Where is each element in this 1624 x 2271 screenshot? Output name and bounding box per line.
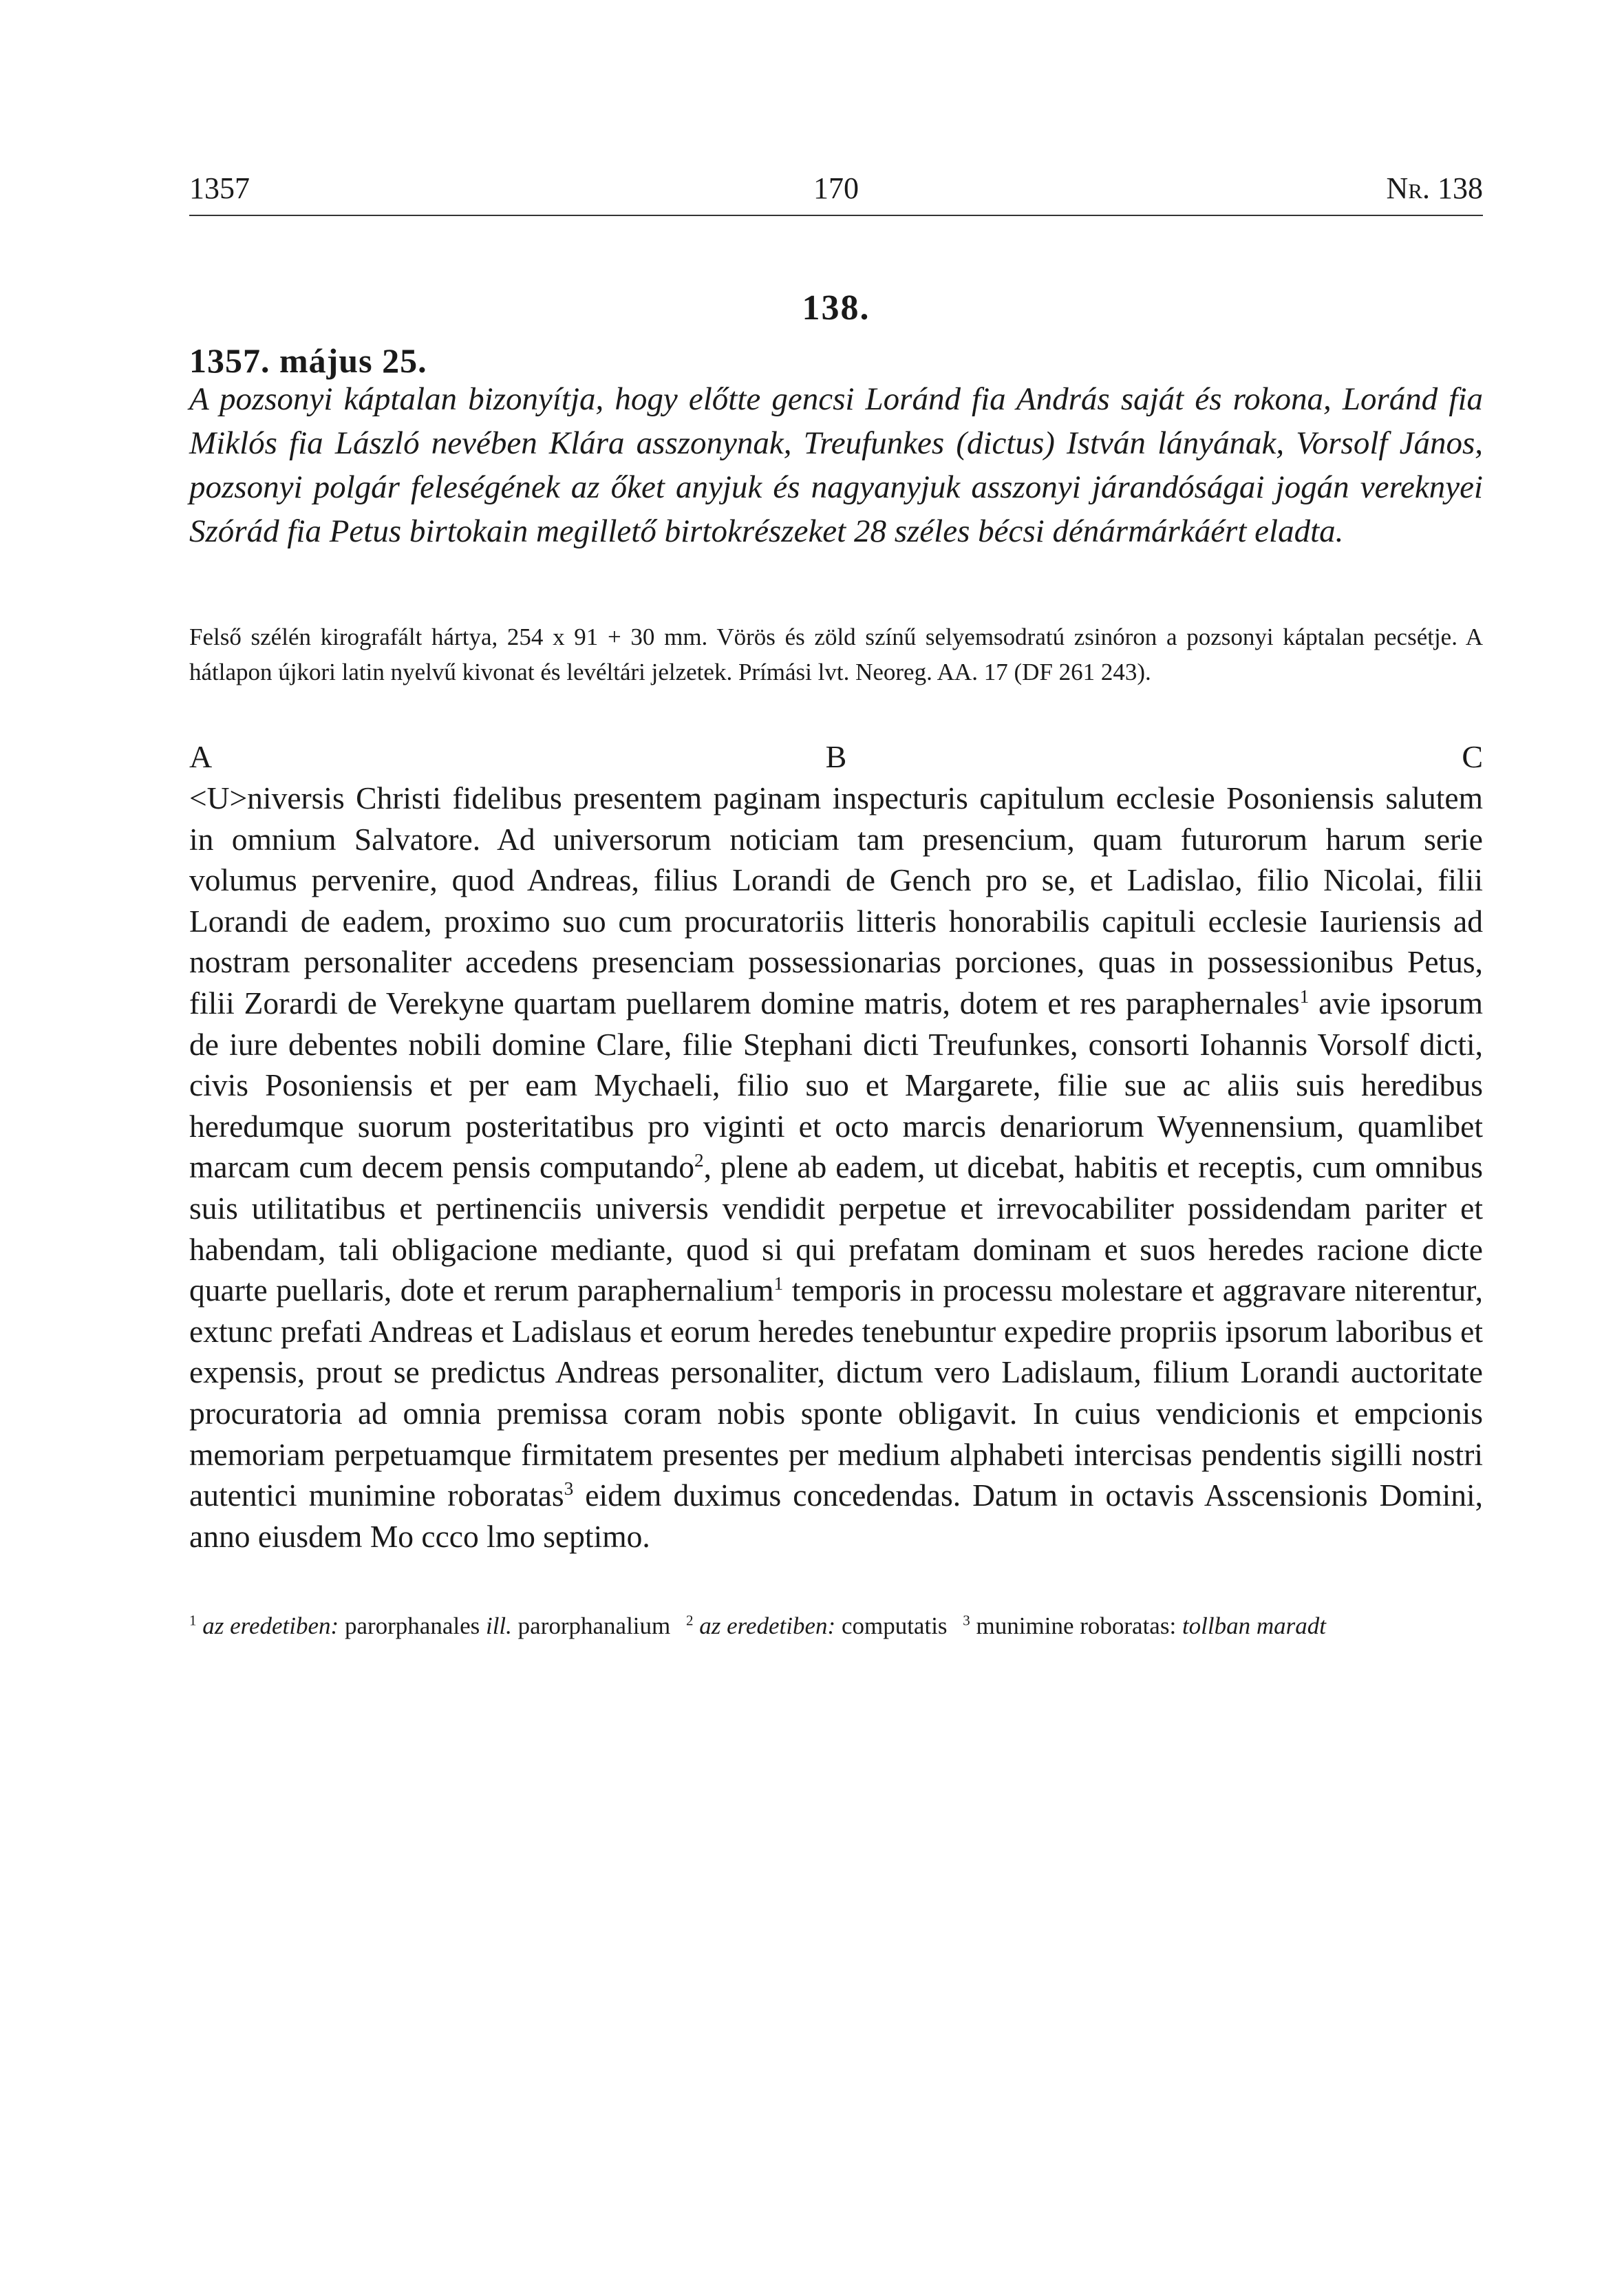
page-number: 170 (813, 171, 859, 205)
header-doc-ref-number: 138 (1438, 171, 1483, 205)
charter-text (189, 778, 1483, 1557)
footnote-2-label: az eredetiben: (699, 1612, 836, 1639)
footnotes (189, 1609, 1483, 1643)
regest-summary: A pozsonyi káptalan bizonyítja, hogy előtte gencsi Loránd fia András saját és rokona, Loránd fia Miklós fia László nevében Klára asszonynak, Treufunkes (dictus) István lányának, Vorsolf János, pozsonyi polgár feleségének az őket anyjuk és nagyanyjuk asszonyi járandóságai jogán vereknyei Szórád fia Petus birtokain megillető birtokrészeket 28 széles bécsi dénármárkáért eladta. (189, 381, 1483, 549)
footnote-3-text: munimine roboratas: (976, 1612, 1182, 1639)
header-doc-ref (1387, 171, 1483, 206)
footnote-3 (963, 1612, 1326, 1639)
footnote-ref-3: 3 (564, 1478, 574, 1499)
charter-text-part-4: temporis in processu molestare et aggravare niterentur, extunc prefati Andreas et Ladislaus et eorum heredes tenebuntur expedire propriis ipsorum laboribus et expensis, prout se predictus Andreas personaliter, dictum vero Ladislaum, filium Lorandi auctoritate procuratoria ad omnia premissa coram nobis sponte obligavit. In cuius vendicionis et empcionis memoriam perpetuamque firmitatem presentes per medium alphabeti intercisas pendentis sigilli nostri autentici munimine roboratas (189, 1272, 1483, 1513)
charter-text-part-5: eidem duximus concedendas. Datum in octavis Asscensionis Domini, anno eiusdem Mo ccco lmo septimo. (189, 1478, 1483, 1554)
archival-description: Felső szélén kirografált hártya, 254 x 91 + 30 mm. Vörös és zöld színű selyemsodratú zsinóron a pozsonyi káptalan pecsétje. A hátlapon újkori latin nyelvű kivonat és levéltári jelzetek. Prímási lvt. Neoreg. AA. 17 (DF 261 243). (189, 623, 1483, 685)
document-number: 138. (802, 288, 870, 328)
charter-text-part-1: <U>niversis Christi fidelibus presentem paginam inspecturis capitulum ecclesie Posoniensis salutem in omnium Salvatore. Ad universorum noticiam tam presencium, quam futurorum harum serie volumus pervenire, quod Andreas, filius Lorandi de Gench pro se, et Ladislao, filio Nicolai, filii Lorandi de eadem, proximo suo cum procuratoriis litteris honorabilis capituli ecclesie Iauriensis ad nostram personaliter accedens presenciam possessionarias porciones, quas in possessionibus Petus, filii Zorardi de Verekyne quartam puellarem domine matris, dotem et res paraphernales (189, 780, 1483, 1021)
footnote-3-mark: 3 (963, 1612, 970, 1629)
charter-text-part-3: , plene ab eadem, ut dicebat, habitis et receptis, cum omnibus suis utilitatibus et pertinenciis universis vendidit perpetue et irrevocabiliter possidendam pariter et habendam, tali obligacione mediante, quod si qui prefatam dominam et suos heredes racione dicte quarte puellaris, dote et rerum paraphernalium (189, 1149, 1483, 1308)
footnote-3-tail-label: tollban maradt (1182, 1612, 1326, 1639)
chirograph-letters (189, 738, 1483, 779)
footnote-2-text: computatis (835, 1612, 948, 1639)
chirograph-letter-a: A (189, 739, 213, 774)
footnote-ref-1b: 1 (773, 1272, 784, 1294)
footnote-1-mark: 1 (189, 1612, 197, 1629)
footnote-2-mark: 2 (686, 1612, 694, 1629)
footnote-1-text2: parorphanalium (511, 1612, 671, 1639)
footnote-ref-2: 2 (694, 1150, 704, 1171)
footnote-1-text: parorphanales (339, 1612, 486, 1639)
footnote-1-label: az eredetiben: (202, 1612, 339, 1639)
chirograph-letter-b: B (825, 739, 847, 774)
footnote-1 (189, 1612, 670, 1639)
footnote-1-mid-label: ill. (485, 1612, 512, 1639)
chirograph-letter-c: C (1462, 739, 1483, 774)
document-page (189, 0, 1483, 2271)
footnote-ref-1: 1 (1299, 985, 1310, 1007)
header-year: 1357 (189, 171, 250, 205)
footnote-2 (686, 1612, 948, 1639)
document-date: 1357. május 25. (189, 341, 427, 380)
running-header (189, 171, 1483, 212)
header-doc-ref-prefix: Nr. (1386, 171, 1430, 205)
charter-text-part-2: avie ipsorum de iure debentes nobili domine Clare, filie Stephani dicti Treufunkes, consorti Iohannis Vorsolf dicti, civis Posoniensis et per eam Mychaeli, filio suo et Margarete, filie sue ac aliis suis heredibus heredumque suorum posteritatibus pro viginti et octo marcis denariorum Wyennensium, quamlibet marcam cum decem pensis computando (189, 985, 1483, 1185)
header-rule (189, 215, 1483, 216)
